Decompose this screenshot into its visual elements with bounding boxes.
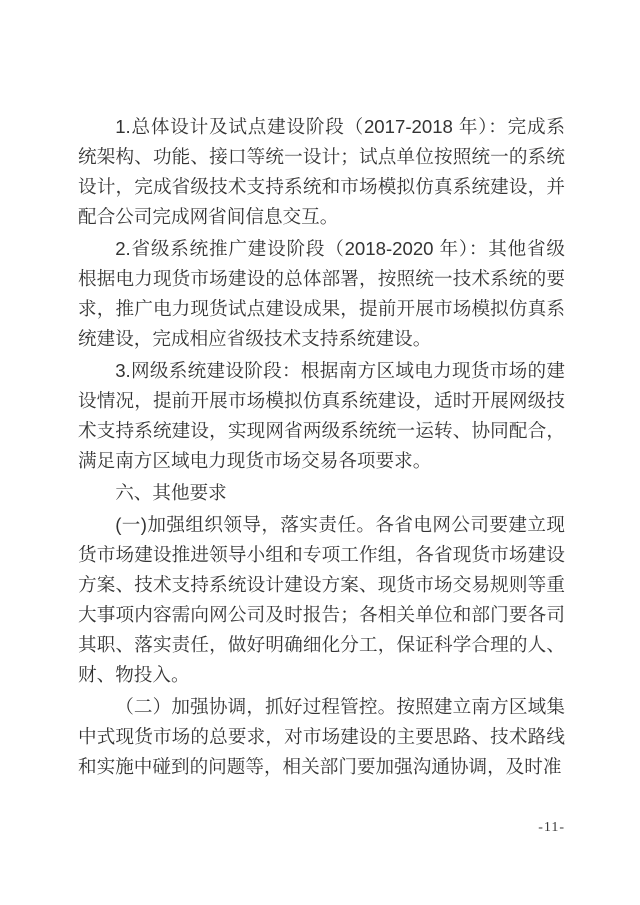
paragraph-phase-1: 1.总体设计及试点建设阶段（2017-2018 年）：完成系统架构、功能、接口等统一设计；试点单位按照统一的系统设计，完成省级技术支持系统和市场模拟仿真系统建设，并配合公司完成网省间信息交互。 — [78, 116, 565, 227]
document-body — [78, 112, 565, 782]
paragraph-item-2: （二）加强协调，抓好过程管控。按照建立南方区域集中式现货市场的总要求，对市场建设的主要思路、技术路线和实施中碰到的问题等，相关部门要加强沟通协调，及时准 — [78, 696, 565, 777]
paragraph-phase-2: 2.省级系统推广建设阶段（2018-2020 年）：其他省级根据电力现货市场建设的总体部署，按照统一技术系统的要求，推广电力现货试点建设成果，提前开展市场模拟仿真系统建设，完成相应省级技术支持系统建设。 — [78, 238, 565, 349]
page-number: -11- — [538, 820, 565, 835]
paragraph-item-1: (一)加强组织领导，落实责任。各省电网公司要建立现货市场建设推进领导小组和专项工作组，各省现货市场建设方案、技术支持系统设计建设方案、现货市场交易规则等重大事项内容需向网公司及时报告；各相关单位和部门要各司其职、落实责任，做好明确细化分工，保证科学合理的人、财、物投入。 — [78, 514, 565, 685]
section-heading-other-requirements: 六、其他要求 — [115, 482, 227, 503]
paragraph-phase-3: 3.网级系统建设阶段：根据南方区域电力现货市场的建设情况，提前开展市场模拟仿真系统建设，适时开展网级技术支持系统建设，实现网省两级系统统一运转、协同配合，满足南方区域电力现货市场交易各项要求。 — [78, 360, 565, 471]
